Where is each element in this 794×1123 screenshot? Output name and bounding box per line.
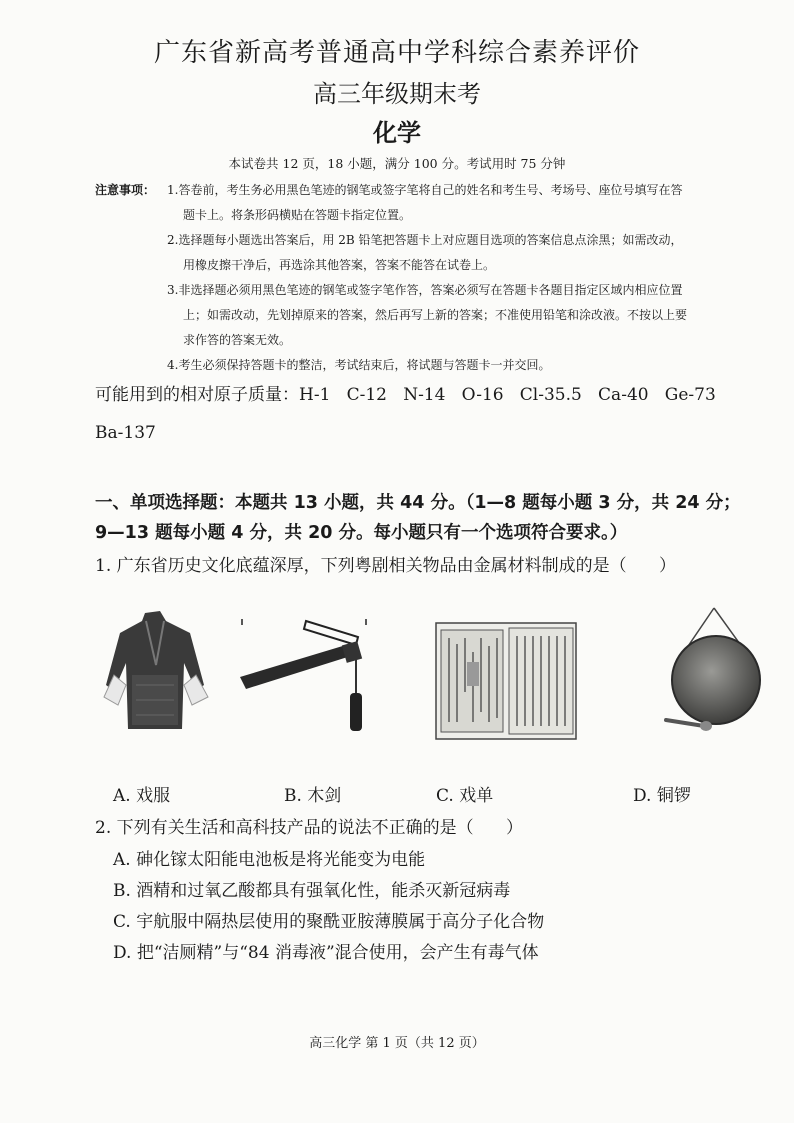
exam-info: 本试卷共 12 页，18 小题，满分 100 分。考试用时 75 分钟 <box>228 156 566 171</box>
instruction-line: 题卡上。将条形码横贴在答题卡指定位置。 <box>183 208 412 222</box>
subject-title: 化学 <box>373 119 421 147</box>
instructions-label: 注意事项： <box>95 183 156 197</box>
instruction-line: 3.非选择题必须用黑色笔迹的钢笔或签字笔作答，答案必须写在答题卡各题目指定区域内相应位置 <box>167 283 683 297</box>
instruction-line: 4.考生必须保持答题卡的整洁，考试结束后，将试题与答题卡一并交回。 <box>167 358 551 372</box>
instruction-line: 2.选择题每小题选出答案后，用 2B 铅笔把答题卡上对应题目选项的答案信息点涂黑；如需改动， <box>167 233 683 247</box>
q1-option-b[interactable]: B. 木剑 <box>284 786 342 806</box>
section-heading-cont: 9—13 题每小题 4 分，共 20 分。每小题只有一个选项符合要求。） <box>95 523 628 543</box>
q2-option-d[interactable]: D. 把“洁厕精”与“84 消毒液”混合使用，会产生有毒气体 <box>113 943 539 963</box>
q1-option-d[interactable]: D. 铜锣 <box>633 786 691 806</box>
q2-option-b[interactable]: B. 酒精和过氧乙酸都具有强氧化性，能杀灭新冠病毒 <box>113 881 511 901</box>
section-heading: 一、单项选择题：本题共 13 小题，共 44 分。（1—8 题每小题 3 分，共 24 分； <box>95 493 741 513</box>
instruction-line: 求作答的答案无效。 <box>183 333 292 347</box>
exam-title: 广东省新高考普通高中学科综合素养评价 <box>153 38 640 68</box>
costume-image <box>100 605 210 735</box>
q1-option-a[interactable]: A. 戏服 <box>113 786 171 806</box>
gong-image <box>660 604 770 739</box>
q1-option-c[interactable]: C. 戏单 <box>436 786 494 806</box>
instruction-line: 1.答卷前，考生务必用黑色笔迹的钢笔或签字笔将自己的姓名和考生号、考场号、座位号填写在答 <box>167 183 683 197</box>
instruction-line: 用橡皮擦干净后，再选涂其他答案，答案不能答在试卷上。 <box>183 258 496 272</box>
instructions <box>95 178 775 378</box>
page-footer: 高三化学 第 1 页（共 12 页） <box>309 1036 485 1051</box>
instruction-line: 上；如需改动，先划掉原来的答案，然后再写上新的答案；不准使用铅笔和涂改液。不按以上要 <box>183 308 688 322</box>
exam-subtitle: 高三年级期末考 <box>313 80 481 108</box>
question-1-stem: 1. 广东省历史文化底蕴深厚，下列粤剧相关物品由金属材料制成的是（ ） <box>95 556 677 576</box>
question-2-stem: 2. 下列有关生活和高科技产品的说法不正确的是（ ） <box>95 818 524 838</box>
atomic-masses: 可能用到的相对原子质量：H-1 C-12 N-14 O-16 Cl-35.5 Ca-40 Ge-73 <box>95 385 716 405</box>
wooden-sword-image <box>236 615 371 735</box>
atomic-masses-cont: Ba-137 <box>95 423 156 443</box>
playbill-image <box>435 622 577 740</box>
q2-option-c[interactable]: C. 宇航服中隔热层使用的聚酰亚胺薄膜属于高分子化合物 <box>113 912 545 932</box>
q2-option-a[interactable]: A. 砷化镓太阳能电池板是将光能变为电能 <box>113 850 426 870</box>
